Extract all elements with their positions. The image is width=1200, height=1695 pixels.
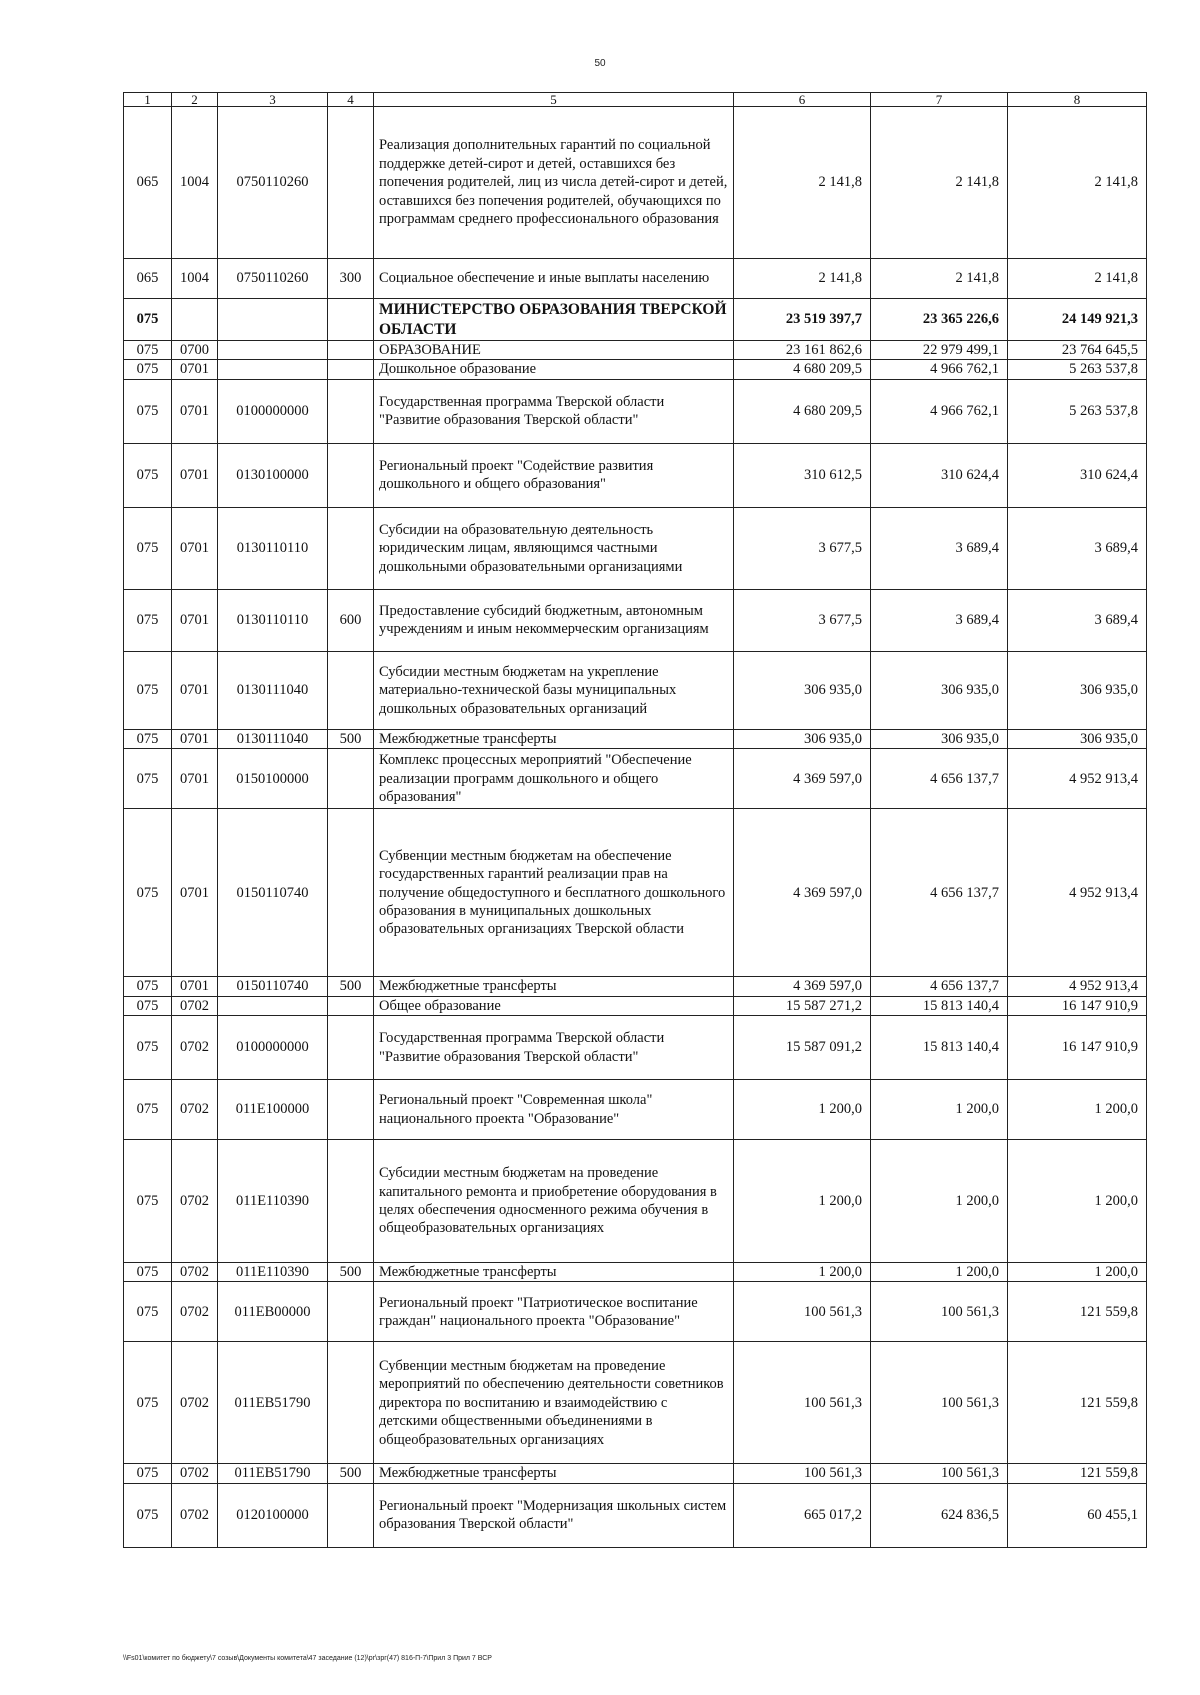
cell-ministry-code: 075 bbox=[124, 443, 172, 507]
cell-amount-year-1: 306 935,0 bbox=[734, 729, 871, 748]
cell-section-code: 0702 bbox=[172, 1342, 218, 1464]
column-header-3: 3 bbox=[218, 93, 328, 107]
cell-amount-year-3: 4 952 913,4 bbox=[1008, 977, 1147, 996]
table-row bbox=[124, 749, 1147, 809]
cell-expense-type bbox=[328, 1140, 374, 1263]
cell-amount-year-2: 3 689,4 bbox=[871, 507, 1008, 589]
cell-ministry-code: 075 bbox=[124, 996, 172, 1015]
cell-name: Субсидии местным бюджетам на укрепление материально-технической базы муниципальных дошкольных образовательных организаций bbox=[374, 651, 734, 729]
cell-amount-year-1: 100 561,3 bbox=[734, 1464, 871, 1483]
cell-amount-year-3: 310 624,4 bbox=[1008, 443, 1147, 507]
cell-section-code: 0700 bbox=[172, 341, 218, 360]
table-row bbox=[124, 977, 1147, 996]
cell-amount-year-1: 4 680 209,5 bbox=[734, 379, 871, 443]
cell-name: Межбюджетные трансферты bbox=[374, 977, 734, 996]
cell-amount-year-2: 624 836,5 bbox=[871, 1483, 1008, 1547]
cell-amount-year-2: 2 141,8 bbox=[871, 107, 1008, 259]
cell-amount-year-1: 1 200,0 bbox=[734, 1080, 871, 1140]
cell-amount-year-3: 23 764 645,5 bbox=[1008, 341, 1147, 360]
table-row bbox=[124, 507, 1147, 589]
cell-ministry-code: 075 bbox=[124, 1483, 172, 1547]
cell-amount-year-2: 100 561,3 bbox=[871, 1282, 1008, 1342]
table-row bbox=[124, 299, 1147, 341]
cell-target-article: 0100000000 bbox=[218, 379, 328, 443]
cell-ministry-code: 065 bbox=[124, 259, 172, 299]
cell-amount-year-3: 1 200,0 bbox=[1008, 1263, 1147, 1282]
cell-amount-year-2: 310 624,4 bbox=[871, 443, 1008, 507]
cell-amount-year-1: 4 369 597,0 bbox=[734, 809, 871, 977]
cell-amount-year-1: 1 200,0 bbox=[734, 1140, 871, 1263]
cell-amount-year-1: 15 587 091,2 bbox=[734, 1016, 871, 1080]
table-row bbox=[124, 341, 1147, 360]
cell-section-code: 0702 bbox=[172, 1263, 218, 1282]
cell-name: Региональный проект "Модернизация школьных систем образования Тверской области" bbox=[374, 1483, 734, 1547]
cell-target-article: 0150110740 bbox=[218, 809, 328, 977]
cell-ministry-code: 075 bbox=[124, 589, 172, 651]
cell-amount-year-2: 1 200,0 bbox=[871, 1080, 1008, 1140]
cell-expense-type bbox=[328, 507, 374, 589]
cell-ministry-code: 075 bbox=[124, 1464, 172, 1483]
footer-file-path: \\Fs01\комитет по бюджету\7 созыв\Документы комитета\47 заседание (12)\рг\зрг(47) 816-П-7\Прил 3 Прил 7 ВСР bbox=[123, 1655, 492, 1662]
cell-name: Субвенции местным бюджетам на обеспечение государственных гарантий реализации прав на получение общедоступного и бесплатного дошкольного образования в муниципальных дошкольных образовательных организациях Тверской области bbox=[374, 809, 734, 977]
cell-expense-type bbox=[328, 1282, 374, 1342]
cell-amount-year-1: 2 141,8 bbox=[734, 259, 871, 299]
cell-expense-type bbox=[328, 299, 374, 341]
cell-amount-year-3: 4 952 913,4 bbox=[1008, 749, 1147, 809]
cell-target-article bbox=[218, 341, 328, 360]
cell-amount-year-1: 4 369 597,0 bbox=[734, 977, 871, 996]
cell-section-code: 0701 bbox=[172, 809, 218, 977]
cell-section-code: 1004 bbox=[172, 259, 218, 299]
table-row bbox=[124, 996, 1147, 1015]
cell-amount-year-1: 2 141,8 bbox=[734, 107, 871, 259]
cell-section-code: 0701 bbox=[172, 651, 218, 729]
cell-amount-year-3: 16 147 910,9 bbox=[1008, 1016, 1147, 1080]
cell-amount-year-1: 1 200,0 bbox=[734, 1263, 871, 1282]
cell-target-article: 0130100000 bbox=[218, 443, 328, 507]
table-row bbox=[124, 107, 1147, 259]
cell-name: Региональный проект "Патриотическое воспитание граждан" национального проекта "Образование" bbox=[374, 1282, 734, 1342]
table-row bbox=[124, 809, 1147, 977]
table-row bbox=[124, 1342, 1147, 1464]
cell-amount-year-2: 306 935,0 bbox=[871, 729, 1008, 748]
table-row bbox=[124, 1016, 1147, 1080]
cell-amount-year-2: 4 656 137,7 bbox=[871, 809, 1008, 977]
cell-name: Региональный проект "Содействие развития дошкольного и общего образования" bbox=[374, 443, 734, 507]
cell-target-article: 0750110260 bbox=[218, 259, 328, 299]
table-body bbox=[124, 107, 1147, 1548]
cell-ministry-code: 075 bbox=[124, 1016, 172, 1080]
cell-amount-year-1: 665 017,2 bbox=[734, 1483, 871, 1547]
table-row bbox=[124, 1140, 1147, 1263]
cell-target-article: 0120100000 bbox=[218, 1483, 328, 1547]
cell-ministry-code: 065 bbox=[124, 107, 172, 259]
cell-expense-type bbox=[328, 1080, 374, 1140]
cell-expense-type: 500 bbox=[328, 1263, 374, 1282]
cell-amount-year-3: 121 559,8 bbox=[1008, 1464, 1147, 1483]
cell-name: Субвенции местным бюджетам на проведение мероприятий по обеспечению деятельности советников директора по воспитанию и взаимодействию с детскими общественными объединениями в общеобразовательных организациях bbox=[374, 1342, 734, 1464]
cell-section-code: 0701 bbox=[172, 360, 218, 379]
cell-name: Общее образование bbox=[374, 996, 734, 1015]
cell-expense-type bbox=[328, 996, 374, 1015]
column-header-1: 1 bbox=[124, 93, 172, 107]
cell-amount-year-2: 4 656 137,7 bbox=[871, 749, 1008, 809]
cell-expense-type bbox=[328, 1016, 374, 1080]
cell-amount-year-2: 23 365 226,6 bbox=[871, 299, 1008, 341]
cell-amount-year-3: 306 935,0 bbox=[1008, 651, 1147, 729]
cell-amount-year-2: 2 141,8 bbox=[871, 259, 1008, 299]
table-row bbox=[124, 443, 1147, 507]
cell-amount-year-1: 23 161 862,6 bbox=[734, 341, 871, 360]
cell-name: Комплекс процессных мероприятий "Обеспечение реализации программ дошкольного и общего образования" bbox=[374, 749, 734, 809]
cell-name: МИНИСТЕРСТВО ОБРАЗОВАНИЯ ТВЕРСКОЙ ОБЛАСТИ bbox=[374, 299, 734, 341]
cell-ministry-code: 075 bbox=[124, 729, 172, 748]
cell-amount-year-2: 4 656 137,7 bbox=[871, 977, 1008, 996]
cell-name: Субсидии на образовательную деятельность юридическим лицам, являющимся частными дошкольными образовательными организациями bbox=[374, 507, 734, 589]
cell-section-code: 0702 bbox=[172, 996, 218, 1015]
cell-amount-year-2: 100 561,3 bbox=[871, 1342, 1008, 1464]
cell-target-article: 0130110110 bbox=[218, 589, 328, 651]
cell-expense-type: 500 bbox=[328, 1464, 374, 1483]
cell-section-code: 0701 bbox=[172, 977, 218, 996]
cell-target-article: 011EB51790 bbox=[218, 1464, 328, 1483]
cell-amount-year-1: 306 935,0 bbox=[734, 651, 871, 729]
cell-section-code: 0702 bbox=[172, 1282, 218, 1342]
cell-target-article: 0150110740 bbox=[218, 977, 328, 996]
cell-amount-year-3: 5 263 537,8 bbox=[1008, 360, 1147, 379]
table-row bbox=[124, 1263, 1147, 1282]
cell-expense-type: 500 bbox=[328, 729, 374, 748]
cell-target-article: 011E110390 bbox=[218, 1140, 328, 1263]
cell-target-article bbox=[218, 360, 328, 379]
cell-ministry-code: 075 bbox=[124, 360, 172, 379]
cell-target-article: 011EB00000 bbox=[218, 1282, 328, 1342]
cell-target-article: 011EB51790 bbox=[218, 1342, 328, 1464]
cell-ministry-code: 075 bbox=[124, 651, 172, 729]
cell-target-article: 0750110260 bbox=[218, 107, 328, 259]
cell-expense-type: 600 bbox=[328, 589, 374, 651]
table-row bbox=[124, 1483, 1147, 1547]
cell-name: Государственная программа Тверской области "Развитие образования Тверской области" bbox=[374, 1016, 734, 1080]
budget-table bbox=[123, 92, 1147, 1548]
cell-amount-year-3: 3 689,4 bbox=[1008, 507, 1147, 589]
cell-section-code: 0701 bbox=[172, 379, 218, 443]
cell-expense-type bbox=[328, 749, 374, 809]
cell-expense-type: 300 bbox=[328, 259, 374, 299]
table-row bbox=[124, 1282, 1147, 1342]
cell-name: Государственная программа Тверской области "Развитие образования Тверской области" bbox=[374, 379, 734, 443]
cell-target-article bbox=[218, 996, 328, 1015]
cell-amount-year-2: 4 966 762,1 bbox=[871, 360, 1008, 379]
cell-target-article: 0100000000 bbox=[218, 1016, 328, 1080]
cell-target-article: 011E100000 bbox=[218, 1080, 328, 1140]
cell-section-code: 0702 bbox=[172, 1080, 218, 1140]
cell-expense-type bbox=[328, 360, 374, 379]
cell-amount-year-1: 4 680 209,5 bbox=[734, 360, 871, 379]
cell-name: Межбюджетные трансферты bbox=[374, 1263, 734, 1282]
cell-expense-type bbox=[328, 379, 374, 443]
column-header-2: 2 bbox=[172, 93, 218, 107]
cell-section-code: 1004 bbox=[172, 107, 218, 259]
cell-target-article: 011E110390 bbox=[218, 1263, 328, 1282]
cell-target-article: 0150100000 bbox=[218, 749, 328, 809]
cell-section-code: 0702 bbox=[172, 1016, 218, 1080]
cell-amount-year-1: 15 587 271,2 bbox=[734, 996, 871, 1015]
cell-amount-year-2: 1 200,0 bbox=[871, 1140, 1008, 1263]
cell-amount-year-2: 3 689,4 bbox=[871, 589, 1008, 651]
cell-expense-type bbox=[328, 107, 374, 259]
cell-section-code: 0701 bbox=[172, 443, 218, 507]
cell-ministry-code: 075 bbox=[124, 809, 172, 977]
column-header-6: 6 bbox=[734, 93, 871, 107]
cell-ministry-code: 075 bbox=[124, 1342, 172, 1464]
column-header-7: 7 bbox=[871, 93, 1008, 107]
cell-amount-year-3: 2 141,8 bbox=[1008, 107, 1147, 259]
cell-section-code: 0701 bbox=[172, 589, 218, 651]
cell-ministry-code: 075 bbox=[124, 341, 172, 360]
cell-name: Субсидии местным бюджетам на проведение капитального ремонта и приобретение оборудования в целях обеспечения односменного режима обучения в общеобразовательных организациях bbox=[374, 1140, 734, 1263]
cell-amount-year-2: 1 200,0 bbox=[871, 1263, 1008, 1282]
table-row bbox=[124, 379, 1147, 443]
cell-amount-year-1: 100 561,3 bbox=[734, 1342, 871, 1464]
cell-name: Межбюджетные трансферты bbox=[374, 1464, 734, 1483]
cell-name: Региональный проект "Современная школа" национального проекта "Образование" bbox=[374, 1080, 734, 1140]
cell-amount-year-1: 310 612,5 bbox=[734, 443, 871, 507]
cell-ministry-code: 075 bbox=[124, 1140, 172, 1263]
cell-ministry-code: 075 bbox=[124, 299, 172, 341]
cell-amount-year-3: 24 149 921,3 bbox=[1008, 299, 1147, 341]
column-header-5: 5 bbox=[374, 93, 734, 107]
table-row bbox=[124, 651, 1147, 729]
cell-expense-type bbox=[328, 651, 374, 729]
cell-amount-year-3: 3 689,4 bbox=[1008, 589, 1147, 651]
cell-name: ОБРАЗОВАНИЕ bbox=[374, 341, 734, 360]
cell-amount-year-3: 4 952 913,4 bbox=[1008, 809, 1147, 977]
cell-amount-year-3: 2 141,8 bbox=[1008, 259, 1147, 299]
cell-ministry-code: 075 bbox=[124, 977, 172, 996]
cell-amount-year-1: 100 561,3 bbox=[734, 1282, 871, 1342]
cell-amount-year-1: 3 677,5 bbox=[734, 507, 871, 589]
cell-expense-type bbox=[328, 341, 374, 360]
cell-amount-year-3: 16 147 910,9 bbox=[1008, 996, 1147, 1015]
cell-amount-year-3: 5 263 537,8 bbox=[1008, 379, 1147, 443]
cell-amount-year-2: 15 813 140,4 bbox=[871, 1016, 1008, 1080]
cell-name: Социальное обеспечение и иные выплаты населению bbox=[374, 259, 734, 299]
cell-amount-year-3: 1 200,0 bbox=[1008, 1140, 1147, 1263]
cell-name: Дошкольное образование bbox=[374, 360, 734, 379]
cell-target-article bbox=[218, 299, 328, 341]
cell-name: Предоставление субсидий бюджетным, автономным учреждениям и иным некоммерческим организациям bbox=[374, 589, 734, 651]
cell-amount-year-2: 22 979 499,1 bbox=[871, 341, 1008, 360]
cell-ministry-code: 075 bbox=[124, 379, 172, 443]
cell-ministry-code: 075 bbox=[124, 1263, 172, 1282]
cell-expense-type bbox=[328, 443, 374, 507]
cell-section-code: 0701 bbox=[172, 749, 218, 809]
table-row bbox=[124, 589, 1147, 651]
table-row bbox=[124, 729, 1147, 748]
cell-ministry-code: 075 bbox=[124, 507, 172, 589]
table-row bbox=[124, 1080, 1147, 1140]
table-row bbox=[124, 1464, 1147, 1483]
cell-expense-type bbox=[328, 1483, 374, 1547]
table-row bbox=[124, 360, 1147, 379]
table-row bbox=[124, 259, 1147, 299]
page-number: 50 bbox=[594, 58, 606, 69]
cell-ministry-code: 075 bbox=[124, 1282, 172, 1342]
cell-target-article: 0130110110 bbox=[218, 507, 328, 589]
cell-section-code: 0702 bbox=[172, 1140, 218, 1263]
cell-amount-year-1: 23 519 397,7 bbox=[734, 299, 871, 341]
column-header-8: 8 bbox=[1008, 93, 1147, 107]
cell-amount-year-2: 100 561,3 bbox=[871, 1464, 1008, 1483]
cell-amount-year-2: 306 935,0 bbox=[871, 651, 1008, 729]
cell-amount-year-2: 4 966 762,1 bbox=[871, 379, 1008, 443]
cell-amount-year-3: 60 455,1 bbox=[1008, 1483, 1147, 1547]
cell-section-code: 0702 bbox=[172, 1483, 218, 1547]
cell-amount-year-3: 306 935,0 bbox=[1008, 729, 1147, 748]
cell-expense-type bbox=[328, 809, 374, 977]
cell-amount-year-3: 1 200,0 bbox=[1008, 1080, 1147, 1140]
cell-amount-year-3: 121 559,8 bbox=[1008, 1342, 1147, 1464]
cell-amount-year-2: 15 813 140,4 bbox=[871, 996, 1008, 1015]
cell-section-code: 0702 bbox=[172, 1464, 218, 1483]
cell-section-code bbox=[172, 299, 218, 341]
cell-section-code: 0701 bbox=[172, 729, 218, 748]
header-row bbox=[124, 93, 1147, 107]
cell-ministry-code: 075 bbox=[124, 1080, 172, 1140]
cell-section-code: 0701 bbox=[172, 507, 218, 589]
cell-target-article: 0130111040 bbox=[218, 729, 328, 748]
cell-expense-type bbox=[328, 1342, 374, 1464]
cell-amount-year-1: 3 677,5 bbox=[734, 589, 871, 651]
column-header-4: 4 bbox=[328, 93, 374, 107]
cell-expense-type: 500 bbox=[328, 977, 374, 996]
cell-amount-year-3: 121 559,8 bbox=[1008, 1282, 1147, 1342]
cell-target-article: 0130111040 bbox=[218, 651, 328, 729]
cell-name: Межбюджетные трансферты bbox=[374, 729, 734, 748]
cell-ministry-code: 075 bbox=[124, 749, 172, 809]
cell-amount-year-1: 4 369 597,0 bbox=[734, 749, 871, 809]
cell-name: Реализация дополнительных гарантий по социальной поддержке детей-сирот и детей, оставшихся без попечения родителей, лиц из числа детей-сирот и детей, оставшихся без попечения родителей, обучающихся по программам среднего профессионального образования bbox=[374, 107, 734, 259]
